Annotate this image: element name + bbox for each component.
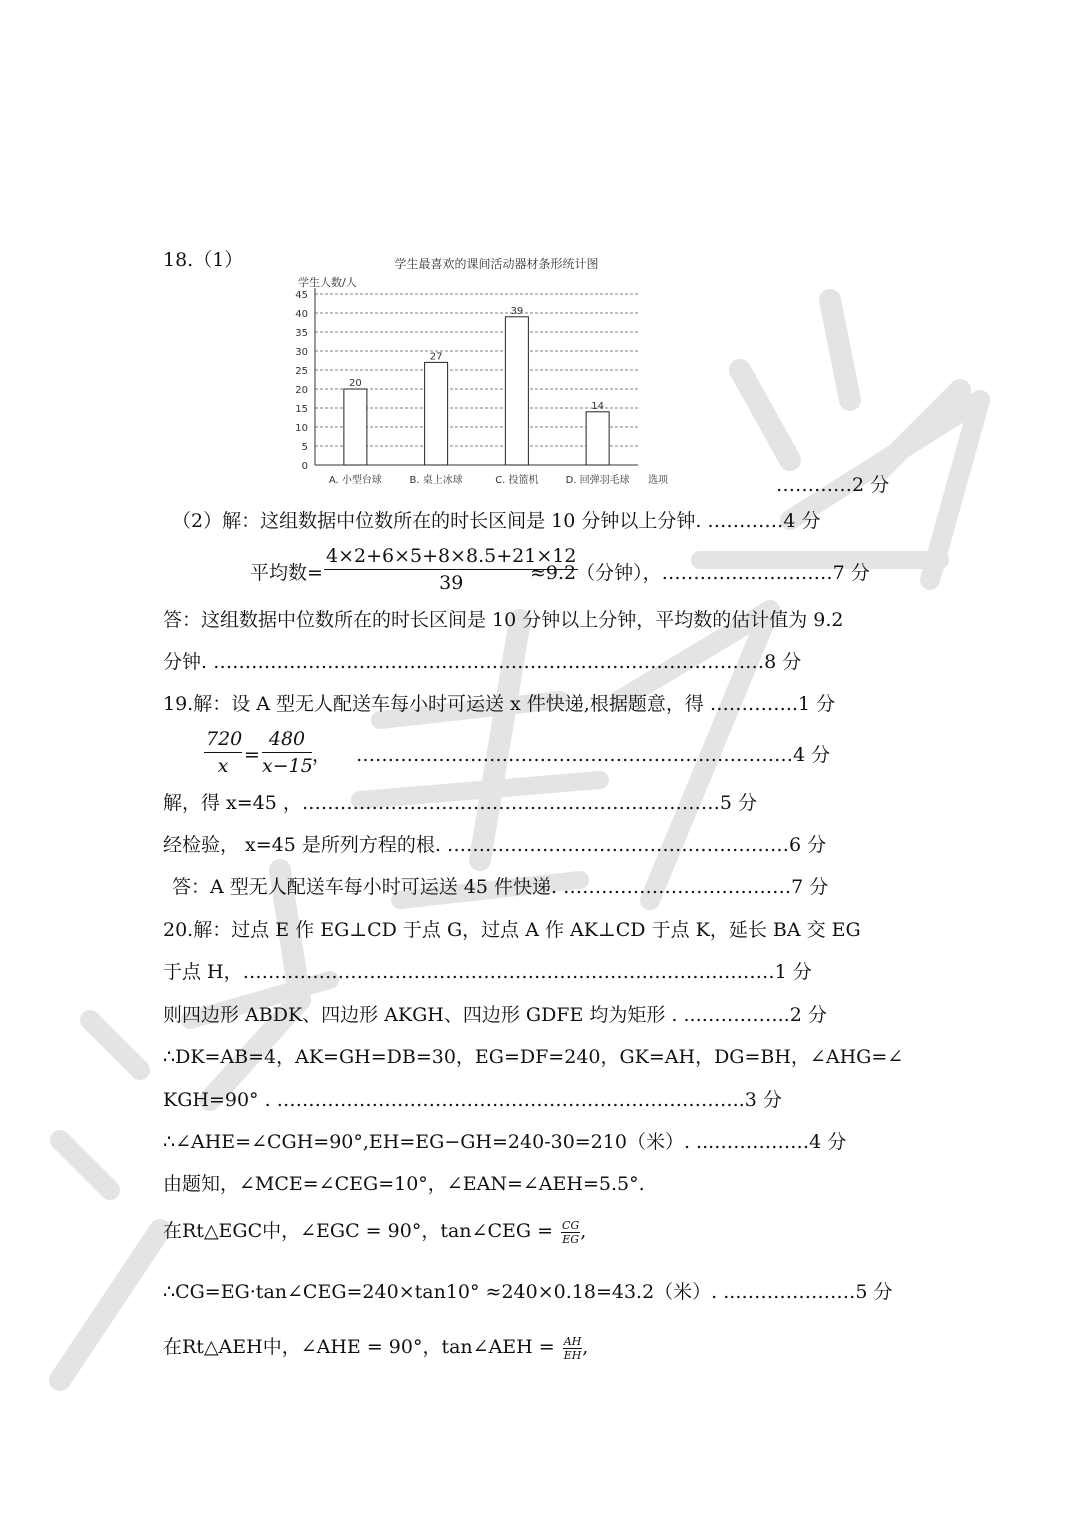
question-18-part2: （2）解：这组数据中位数所在的时长区间是 10 分钟以上分钟. …………4 分 bbox=[172, 510, 821, 532]
q19-line4: 经检验， x=45 是所列方程的根. ………………………………………………6 分 bbox=[163, 834, 827, 856]
tan-ceg-text: 在Rt△EGC中，∠EGC = 90°，tan∠CEG = bbox=[163, 1220, 560, 1242]
q19-comma: ， bbox=[312, 744, 332, 766]
score-18-1: …………2 分 bbox=[776, 474, 890, 496]
xtick-0: A. 小型台球 bbox=[328, 475, 382, 486]
mean-suffix: ≈9.2（分钟），………………………7 分 bbox=[530, 562, 870, 584]
ytick-45: 45 bbox=[295, 290, 308, 301]
q19-line1: 19.解：设 A 型无人配送车每小时可运送 x 件快递,根据题意，得 …………..1 分 bbox=[163, 693, 836, 715]
xtick-3: D. 回弹羽毛球 bbox=[565, 475, 630, 486]
q20-line10 bbox=[163, 1334, 588, 1362]
ytick-20: 20 bbox=[295, 385, 308, 396]
q20-line1: 20.解：过点 E 作 EG⊥CD 于点 G，过点 A 作 AK⊥CD 于点 K，延长 BA 交 EG bbox=[163, 919, 861, 941]
q20-line7: 由题知，∠MCE=∠CEG=10°，∠EAN=∠AEH=5.5°. bbox=[163, 1173, 645, 1195]
bar-3 bbox=[586, 412, 609, 465]
ah-over-eh bbox=[563, 1335, 583, 1362]
frac2-den: x−15 bbox=[262, 755, 313, 777]
bar-label-1: 27 bbox=[429, 351, 443, 363]
bar-2 bbox=[505, 317, 528, 465]
comma-8: , bbox=[580, 1220, 587, 1242]
answer-18-line2: 分钟. ……………………………………………………………………………8 分 bbox=[163, 651, 802, 673]
bar-label-2: 39 bbox=[510, 305, 524, 317]
q20-line6: ∴∠AHE=∠CGH=90°,EH=EG−GH=240-30=210（米）. ...……………4 分 bbox=[163, 1131, 847, 1153]
bar-1 bbox=[425, 362, 448, 465]
bar-chart bbox=[290, 248, 690, 493]
ytick-25: 25 bbox=[295, 366, 308, 377]
mean-prefix: 平均数= bbox=[250, 562, 323, 584]
comma-10: , bbox=[582, 1336, 589, 1358]
chart-title: 学生最喜欢的课间活动器材条形统计图 bbox=[394, 257, 599, 271]
ytick-5: 5 bbox=[301, 442, 308, 453]
ytick-35: 35 bbox=[295, 328, 308, 339]
xtick-2: C. 投篮机 bbox=[495, 475, 539, 486]
ytick-30: 30 bbox=[295, 347, 308, 358]
q20-line4: ∴DK=AB=4，AK=GH=DB=30，EG=DF=240，GK=AH，DG=BH，∠AHG=∠ bbox=[163, 1046, 904, 1068]
q20-line9: ∴CG=EG·tan∠CEG=240×tan10° ≈240×0.18=43.2（米）. ...………………5 分 bbox=[163, 1281, 893, 1303]
mean-numerator: 4×2+6×5+8×8.5+21×12 bbox=[324, 545, 578, 570]
cg: CG bbox=[562, 1218, 580, 1232]
mean-denominator: 39 bbox=[439, 572, 464, 594]
frac1-den: x bbox=[217, 755, 229, 777]
ytick-40: 40 bbox=[295, 309, 308, 320]
frac2-num: 480 bbox=[262, 728, 312, 753]
q20-line8 bbox=[163, 1218, 586, 1246]
ytick-0: 0 bbox=[301, 461, 308, 472]
ytick-15: 15 bbox=[295, 404, 308, 415]
tan-aeh-text: 在Rt△AEH中，∠AHE = 90°，tan∠AEH = bbox=[163, 1336, 561, 1358]
frac1-num: 720 bbox=[204, 728, 242, 753]
ytick-10: 10 bbox=[295, 423, 308, 434]
eh: EH bbox=[563, 1348, 582, 1362]
bar-0 bbox=[344, 389, 367, 465]
chart-ylabel: 学生人数/人 bbox=[298, 276, 357, 289]
q20-line2: 于点 H，…………………………………………………………………………1 分 bbox=[163, 961, 812, 983]
bar-label-3: 14 bbox=[591, 400, 604, 412]
q19-fraction-2 bbox=[262, 728, 312, 777]
ah: AH bbox=[563, 1334, 582, 1348]
q19-line5: 答：A 型无人配送车每小时可运送 45 件快递. ………………………………7 分 bbox=[172, 876, 829, 898]
q19-score-4: ……………………………………………………………4 分 bbox=[356, 744, 831, 766]
answer-18-line1: 答：这组数据中位数所在的时长区间是 10 分钟以上分钟，平均数的估计值为 9.2 bbox=[163, 609, 844, 631]
q19-equals: = bbox=[244, 744, 260, 766]
q19-line3: 解，得 x=45 ，…………………………………………………………5 分 bbox=[163, 792, 758, 814]
eg: EG bbox=[562, 1232, 580, 1246]
q19-fraction-1 bbox=[204, 728, 242, 777]
question-18-label: 18.（1） bbox=[163, 249, 244, 271]
xtick-1: B. 桌上冰球 bbox=[409, 475, 463, 486]
q20-line5: KGH=90° . ………………………………………………………………..3 分 bbox=[163, 1089, 782, 1111]
cg-over-eg bbox=[561, 1219, 580, 1246]
chart-xlabel: 选项 bbox=[648, 475, 668, 486]
q20-line3: 则四边形 ABDK、四边形 AKGH、四边形 GDFE 均为矩形 . ...…………..2 分 bbox=[163, 1004, 827, 1026]
bar-label-0: 20 bbox=[349, 378, 362, 389]
